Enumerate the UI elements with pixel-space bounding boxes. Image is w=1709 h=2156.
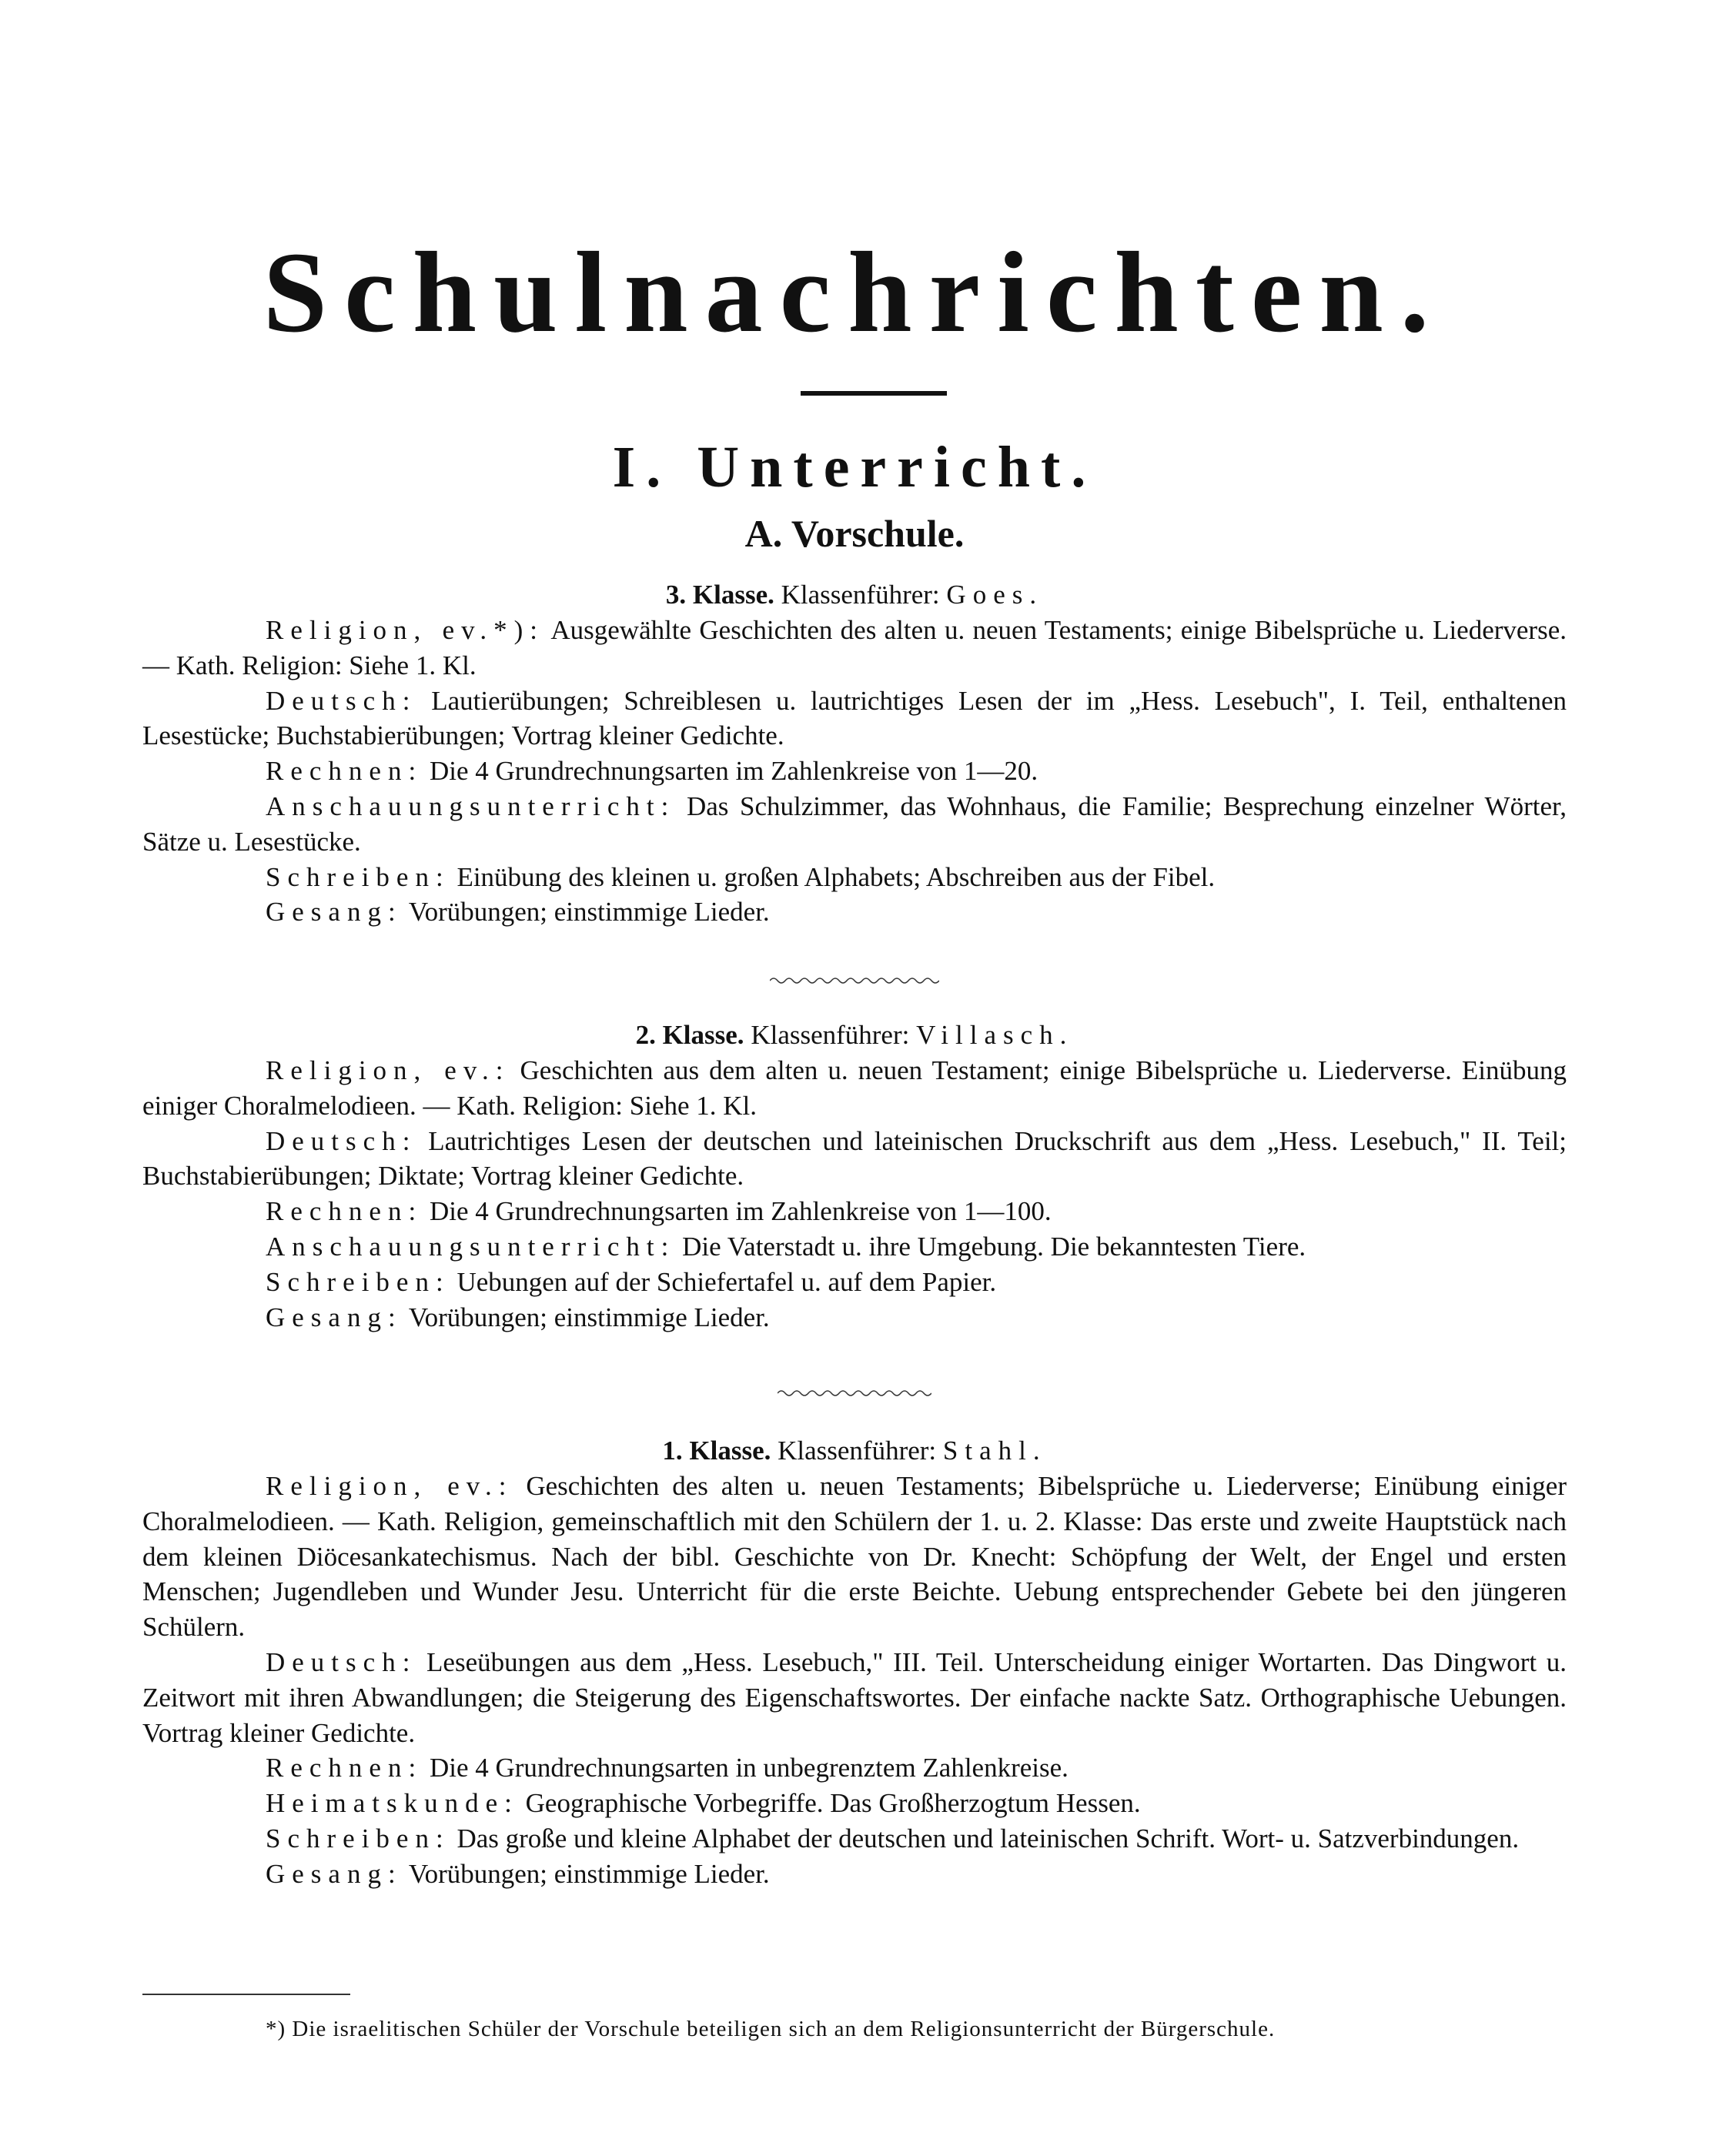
lesson-paragraph [142,1750,1567,1786]
lesson-text: Die 4 Grundrechnungsarten im Zahlenkreise von 1—100. [423,1196,1052,1227]
class-heading [142,577,1567,613]
class-number: 2. Klasse. [635,1020,744,1050]
title-rule [801,391,947,396]
class-heading [142,1433,1567,1469]
lesson-text: Geschichten aus dem alten u. neuen Testament; einige Bibelsprüche u. Liederverse. Einübung einiger Choralmelodieen. — Kath. Religion: Siehe 1. Kl. [142,1055,1567,1121]
subject-label: Deutsch: [266,1125,417,1156]
lesson-paragraph [142,789,1567,860]
lesson-paragraph [142,754,1567,789]
document-page [142,0,1567,2156]
wavy-divider [778,1389,931,1398]
class-leader-label: Klassenführer: [781,580,940,610]
subject-label: Deutsch: [266,1646,417,1677]
subject-label: Religion, ev.: [266,1055,510,1085]
class-leader-label: Klassenführer: [751,1020,910,1050]
lesson-paragraph [142,1229,1567,1265]
section-heading: I. Unterricht. [612,435,1097,500]
subject-label: Schreiben: [266,861,450,892]
lesson-text: Leseübungen aus dem „Hess. Lesebuch," III. Teil. Unterscheidung einiger Wortarten. Das Dingwort u. Zeitwort mit ihren Abwandlungen; die Steigerung des Eigenschaftswortes. Der einfache nackte Satz. Orthographische Uebungen. Vortrag kleiner Gedichte. [142,1646,1567,1748]
lesson-paragraph [142,1124,1567,1195]
subject-label: Anschauungsunterricht: [266,1231,676,1262]
lesson-text: Vorübungen; einstimmige Lieder. [402,897,770,928]
subject-label: Schreiben: [266,1823,450,1853]
subject-label: Anschauungsunterricht: [266,791,676,821]
footnote-rule [142,1994,350,1995]
lesson-text: Die 4 Grundrechnungsarten in unbegrenztem Zahlenkreise. [423,1753,1069,1783]
page-title: Schulnachrichten. [263,229,1446,356]
class-2-section [142,1018,1567,1335]
sub-heading: A. Vorschule. [744,512,965,555]
class-leader-name: Goes. [946,580,1044,610]
lesson-paragraph [142,684,1567,754]
lesson-paragraph [142,1645,1567,1750]
subject-label: Gesang: [266,1302,403,1332]
lesson-text: Lautierübungen; Schreiblesen u. lautrichtiges Lesen der im „Hess. Lesebuch", I. Teil, enthaltenen Lesestücke; Buchstabierübungen; Vortrag kleiner Gedichte. [142,685,1567,751]
lesson-text: Vorübungen; einstimmige Lieder. [402,1858,770,1889]
class-3-section [142,577,1567,930]
lesson-text: Einübung des kleinen u. großen Alphabets; Abschreiben aus der Fibel. [450,861,1216,892]
lesson-paragraph [142,1300,1567,1335]
wavy-divider [770,976,939,985]
subject-label: Religion, ev.*): [266,615,544,645]
class-leader-name: Stahl. [942,1436,1047,1466]
lesson-text: Die Vaterstadt u. ihre Umgebung. Die bekanntesten Tiere. [675,1231,1306,1262]
footnote: *) Die israelitischen Schüler der Vorschule beteiligen sich an dem Religionsunterricht der Bürgerschule. [266,2017,1276,2041]
lesson-paragraph [142,1821,1567,1857]
subject-label: Schreiben: [266,1266,450,1297]
lesson-paragraph [142,1857,1567,1892]
lesson-text: Das Schulzimmer, das Wohnhaus, die Familie; Besprechung einzelner Wörter, Sätze u. Lesestücke. [142,791,1567,857]
subject-label: Heimatskunde: [266,1788,519,1819]
lesson-paragraph [142,613,1567,684]
lesson-text: Uebungen auf der Schiefertafel u. auf dem Papier. [450,1266,997,1297]
lesson-text: Die 4 Grundrechnungsarten im Zahlenkreise von 1—20. [423,756,1038,787]
lesson-paragraph [142,1786,1567,1821]
lesson-text: Ausgewählte Geschichten des alten u. neuen Testaments; einige Bibelsprüche u. Liederverse. — Kath. Religion: Siehe 1. Kl. [142,615,1567,680]
subject-label: Deutsch: [266,685,417,716]
class-leader-name: Villasch. [916,1020,1074,1050]
subject-label: Rechnen: [266,1196,423,1227]
lesson-text: Lautrichtiges Lesen der deutschen und lateinischen Druckschrift aus dem „Hess. Lesebuch," II. Teil; Buchstabierübungen; Diktate; Vortrag kleiner Gedichte. [142,1125,1567,1192]
lesson-paragraph [142,1053,1567,1124]
lesson-paragraph [142,1265,1567,1300]
lesson-text: Das große und kleine Alphabet der deutschen und lateinischen Schrift. Wort- u. Satzverbindungen. [450,1823,1520,1853]
subject-label: Religion, ev.: [266,1471,513,1501]
class-number: 3. Klasse. [665,580,774,610]
subject-label: Rechnen: [266,756,423,787]
subject-label: Rechnen: [266,1753,423,1783]
class-heading [142,1018,1567,1053]
lesson-text: Vorübungen; einstimmige Lieder. [402,1302,770,1332]
subject-label: Gesang: [266,897,403,928]
lesson-text: Geschichten des alten u. neuen Testaments; Bibelsprüche u. Liederverse; Einübung einiger Choralmelodieen. — Kath. Religion, gemeinschaftlich mit den Schülern der 1. u. 2. Klasse: Das erste und zweite Hauptstück nach dem kleinen Diöcesankatechismus. Nach der bibl. Geschichte von Dr. Knecht: Schöpfung der Welt, der Engel und ersten Menschen; Jugendleben und Wunder Jesu. Unterricht für die erste Beichte. Uebung entsprechender Gebete bei den jüngeren Schülern. [142,1471,1567,1643]
class-number: 1. Klasse. [662,1436,771,1466]
lesson-paragraph [142,1194,1567,1229]
subject-label: Gesang: [266,1858,403,1889]
lesson-paragraph [142,860,1567,895]
lesson-paragraph [142,894,1567,930]
lesson-paragraph [142,1469,1567,1645]
lesson-text: Geographische Vorbegriffe. Das Großherzogtum Hessen. [518,1788,1141,1819]
class-leader-label: Klassenführer: [778,1436,937,1466]
class-1-section [142,1433,1567,1892]
